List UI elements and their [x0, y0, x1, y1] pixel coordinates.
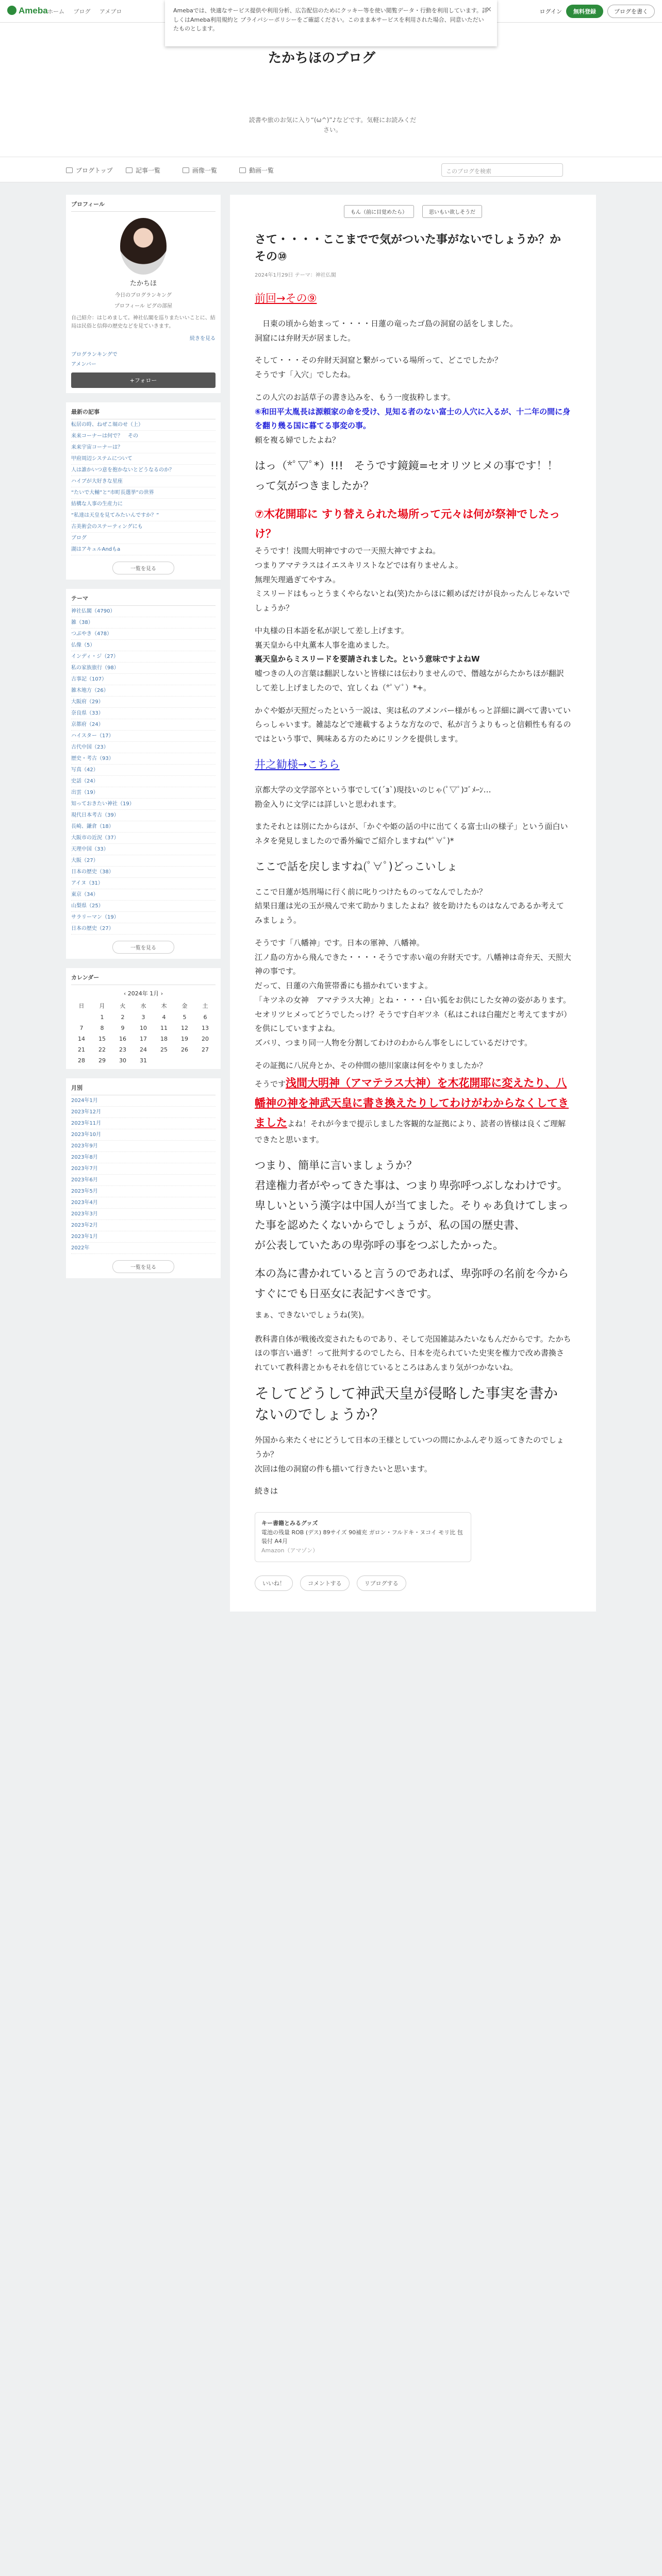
calendar-day[interactable]: 12: [181, 1025, 188, 1031]
theme-link[interactable]: 仏像（5）: [71, 640, 216, 651]
calendar-day[interactable]: 30: [119, 1057, 126, 1064]
recent-post-link[interactable]: 来来コーナーは何で？ その: [71, 431, 216, 442]
theme-link[interactable]: 雑（38）: [71, 617, 216, 629]
account-actions: [540, 5, 655, 18]
para-10: ここで話を戻しますね(ﾟ∀ﾟ)どっこいしょ: [255, 860, 458, 873]
calendar-day[interactable]: 14: [78, 1036, 85, 1042]
para-2: そして・・・その弁財天洞窟と繋がっている場所って、どこでしたか？: [255, 355, 502, 365]
blog-title[interactable]: たかちほのブログ: [268, 50, 376, 65]
article: [230, 195, 596, 1612]
theme-link[interactable]: 知っておきたい神社（19）: [71, 799, 216, 810]
calendar-weekday: 土: [202, 1003, 208, 1009]
recent-heading: 最新の記事: [71, 402, 216, 419]
top-nav-blog[interactable]: ブログ: [73, 8, 91, 15]
card-item: 電池の残量 ROB (デス) 89サイズ 90補充 ガロン・フルドキ・ヌコイ モリ比 包装付 A4月: [261, 1529, 463, 1545]
para-12b: 江ノ島の方から飛んできた・・・・そうです赤い竜の弁財天です。八幡神は奇弁天、天照大神の事です。: [255, 952, 571, 976]
calendar-heading: カレンダー: [71, 968, 216, 985]
calendar-day[interactable]: 31: [140, 1057, 147, 1064]
theme-link[interactable]: 奈良県（33）: [71, 708, 216, 719]
archive-link[interactable]: 2023年4月: [71, 1197, 216, 1209]
archive-link[interactable]: 2023年3月: [71, 1209, 216, 1220]
content-wrap: [66, 195, 596, 2576]
calendar-weekday: 金: [181, 1003, 188, 1009]
para-5b: そうです！浅間大明神ですので一天照大神ですよね。: [255, 546, 441, 556]
calendar-day: [174, 1057, 195, 1064]
para-6c: 裏天皇からミスリードを要請されました。という意味ですよねW: [255, 654, 480, 664]
recent-post-link[interactable]: 結構な人事の生産力に: [71, 499, 216, 510]
tag-button-1[interactable]: 思いもい欲しそうだ: [422, 205, 482, 218]
ranking-link[interactable]: ブログランキングで: [71, 352, 118, 358]
themes-list: [71, 606, 216, 935]
themes-more-button[interactable]: 一覧を見る: [112, 941, 174, 954]
archive-more-button[interactable]: 一覧を見る: [112, 1260, 174, 1273]
video-icon: [239, 167, 246, 173]
para-6b: 裏天皇から中丸薫本人事を進めました。: [255, 640, 394, 650]
calendar-day[interactable]: 10: [140, 1025, 147, 1031]
calendar-month: ‹ 2024年 1月 ›: [123, 990, 163, 997]
post-title[interactable]: さて・・・・ここまでで気がついた事がないでしょうか？かその⑩: [255, 233, 561, 263]
archive-link[interactable]: 2023年5月: [71, 1186, 216, 1197]
theme-link[interactable]: 古事記（107）: [71, 674, 216, 685]
archive-link[interactable]: 2023年12月: [71, 1107, 216, 1118]
top-tags: [255, 205, 571, 218]
para-18: 外国から来たくせにどうして日本の王様としていつの間にかふんぞり返ってきたのでしょうか？: [255, 1435, 565, 1459]
prev-post-link[interactable]: 前回→その⑨: [255, 292, 317, 304]
recent-post-link[interactable]: ブログ: [71, 533, 216, 544]
recent-post-link[interactable]: “私達は天皇を見てみたいんですか？”: [71, 510, 216, 521]
theme-link[interactable]: 天理中国（33）: [71, 844, 216, 855]
follow-button[interactable]: +フォロー: [71, 372, 216, 388]
card-price: Amazon（アマゾン）: [261, 1547, 319, 1554]
top-nav-ameblo[interactable]: アメブロ: [100, 8, 122, 15]
next-month-icon[interactable]: ›: [159, 990, 163, 997]
ameba-mark-icon: [7, 6, 16, 15]
post-meta: 2024年1月29日 テーマ：神社仏閣: [255, 273, 336, 278]
theme-link[interactable]: インディ・ジ（27）: [71, 651, 216, 663]
archive-link[interactable]: 2022年: [71, 1243, 216, 1254]
archive-link[interactable]: 2024年1月: [71, 1095, 216, 1107]
para-12f: ズバリ、つまり同一人物を分割してわけのわからん事をしにしているだけです。: [255, 1038, 533, 1048]
calendar-day[interactable]: 19: [181, 1036, 188, 1042]
para-9: またそれとは別にたからほが、「かぐや姫の話の中に出てくる富士山の様子」という面白いネタを発見しましたので番外編でご紹介しますね(*ﾟ∀ﾟ)*: [255, 822, 568, 846]
recent-post-link[interactable]: 来来宇宙コーナーは？: [71, 442, 216, 453]
calendar-day: [195, 1057, 216, 1064]
para-15b: まぁ、できないでしょうね(笑)。: [255, 1310, 369, 1319]
archive-link[interactable]: 2023年9月: [71, 1141, 216, 1152]
calendar-day[interactable]: 22: [98, 1046, 106, 1053]
reblog-button[interactable]: リブログする: [357, 1575, 406, 1591]
calendar-weekday: 火: [120, 1003, 126, 1009]
para-13c: 浅間大明神（アマテラス大神）を木花開耶に変えたり、八幡神の神を神武天皇に書き換えたりしてわけがわからなくしてきました: [255, 1076, 569, 1129]
para-14c: が公表していたあの卑弥呼の事をつぶしたかった。: [255, 1239, 504, 1252]
para-5d: 無理矢理過ぎてやすみ。: [255, 574, 340, 584]
para-6d: 嘘つきの人の言葉は翻訳しないと皆様には伝わりませんので、僭越ながらたかちほが翻訳して差し上げましたので、宜しくね（*ﾟ∀ﾟ）*+。: [255, 669, 564, 692]
theme-link[interactable]: 京都府（24）: [71, 719, 216, 731]
calendar-day[interactable]: 1: [100, 1014, 104, 1021]
calendar-day[interactable]: 5: [183, 1014, 187, 1021]
para-19: 続きは: [255, 1486, 278, 1496]
calendar-day[interactable]: 29: [98, 1057, 106, 1064]
cookie-notice: [165, 0, 497, 46]
para-5: ⑦木花開耶に すり替えられた場所って元々は何が祭神でしたっけ？: [255, 507, 560, 540]
archive-link[interactable]: 2023年6月: [71, 1175, 216, 1186]
para-5e: ミスリードはもっとうまくやらないとね(笑)たからほに頼めばだけが良かったんじゃないでしょうか？: [255, 589, 570, 613]
archive-heading: 月別: [71, 1078, 216, 1095]
calendar-weekday: 水: [140, 1003, 146, 1009]
signup-button[interactable]: 無料登録: [566, 5, 603, 18]
theme-link[interactable]: 私の家族旅行（98）: [71, 663, 216, 674]
calendar-panel: [66, 968, 221, 1069]
calendar-day[interactable]: 17: [140, 1036, 147, 1042]
nav-video-list[interactable]: 動画一覧: [239, 166, 274, 175]
post-body: [255, 289, 571, 1499]
calendar-day[interactable]: 15: [98, 1036, 106, 1042]
calendar-day[interactable]: 27: [202, 1046, 209, 1053]
para-4: はっ（*ﾟ▽ﾟ*）!!! そうです鏡鏡=セオリツヒメの事です！！ って気がつきましたか？: [255, 459, 569, 492]
theme-link[interactable]: 神社仏閣（4790）: [71, 606, 216, 617]
calendar-day[interactable]: 26: [181, 1046, 188, 1053]
comment-button[interactable]: コメントする: [300, 1575, 350, 1591]
profile-more-link[interactable]: 続きを見る: [190, 336, 216, 342]
calendar-day[interactable]: 2: [121, 1014, 125, 1021]
para-12: そうです「八幡神」です。日本の軍神、八幡神。: [255, 938, 424, 947]
profile-bio: 自己紹介：はじめまして。神社仏閣を巡りまたいいことに、結局は民俗と信仰の歴史などを見ていきます。: [71, 315, 216, 329]
theme-link[interactable]: アイヌ（31）: [71, 878, 216, 889]
para-3b: ⑥和田平太胤長は源頼家の命を受け、見知る者のない富士の人穴に入るが、十二年の間に身を翻り幾る国に暮てる事変の事。: [255, 406, 571, 431]
calendar-day[interactable]: 13: [202, 1025, 209, 1031]
recent-post-link[interactable]: 転居の時、ねぜこ堀のせ（上）: [71, 419, 216, 431]
blog-search-input[interactable]: このブログを検索: [441, 163, 563, 177]
calendar-weekday: 月: [99, 1003, 105, 1009]
calendar-day: [154, 1057, 174, 1064]
amember-link[interactable]: アメンバー: [71, 362, 96, 367]
top-nav-home[interactable]: ホーム: [47, 8, 64, 15]
para-12c: だって、日蓮の六角笹帯番にも描かれていますよ。: [255, 981, 433, 991]
theme-link[interactable]: 出雲（19）: [71, 787, 216, 799]
para-14b: 君達権力者がやってきた事は、つまり卑弥呼つぶしなわけです。卑しいという漢字は中国人が当てました。そりゃあ負けてしまった事を認めたくないからでしょうが、私の国の歴史書、: [255, 1179, 569, 1232]
para-1b: 洞窟には弁財天が居ました。: [255, 333, 356, 343]
write-blog-button[interactable]: ブログを書く: [607, 5, 655, 18]
top-nav: [47, 7, 129, 15]
cookie-notice-text: Amebaでは、快適なサービス提供や利用分析、広告配信のためにクッキー等を使い閲覧データ・行動を利用しています。詳しくはAmeba利用規約と プライバシーポリシーをご確認ください。このまま本サービスを利用された場合、同意いただいたものとします。: [173, 7, 488, 32]
para-13: その証拠に八尻舟とか、その仲間の徳川家康は何をやりましたか？: [255, 1060, 487, 1070]
para-11: ここで日蓮が処刑場に行く前に叱りつけたものってなんでしたか？: [255, 887, 487, 896]
calendar-day[interactable]: 7: [79, 1025, 84, 1031]
nav-blog-top[interactable]: ブログトップ: [66, 166, 113, 175]
calendar-grid: [71, 1002, 216, 1064]
theme-link[interactable]: 大阪（27）: [71, 855, 216, 867]
para-3: この人穴のお話草子の書き込みを、もう一度抜粋します。: [255, 392, 455, 402]
archive-link[interactable]: 2023年8月: [71, 1152, 216, 1163]
recent-more-button[interactable]: 一覧を見る: [112, 562, 174, 574]
calendar-day[interactable]: 18: [160, 1036, 168, 1042]
para-14: つまり、簡単に言いましょうか？: [255, 1159, 417, 1172]
profile-badge: 今日のブログランキング: [115, 293, 172, 298]
theme-link[interactable]: つぶやき（478）: [71, 629, 216, 640]
theme-link[interactable]: サラリーマン（19）: [71, 912, 216, 923]
archive-panel: [66, 1078, 221, 1278]
prev-month-icon[interactable]: ‹: [123, 990, 128, 997]
avatar[interactable]: [120, 218, 167, 275]
recent-post-link[interactable]: 甲府周辺システムについて: [71, 453, 216, 465]
para-3c: 頼を複る婦でしたよね？: [255, 435, 340, 445]
archive-link[interactable]: 2023年1月: [71, 1231, 216, 1243]
calendar-day[interactable]: 21: [78, 1046, 85, 1053]
theme-link[interactable]: 大阪市の近況（37）: [71, 833, 216, 844]
calendar-day[interactable]: 28: [78, 1057, 85, 1064]
para-12d: 「キツネの女神 アマテラス大神」とね・・・・白い狐をお供にした女神の姿があります。: [255, 995, 571, 1005]
tag-button-0[interactable]: もん（前に目覚めたら）: [344, 205, 414, 218]
para-18b: 次回は他の洞窟の件も描いて行きたいと思います。: [255, 1464, 432, 1473]
profile-heading: プロフィール: [71, 195, 216, 212]
theme-link[interactable]: 雑木地方（26）: [71, 685, 216, 697]
theme-link[interactable]: 写真（42）: [71, 765, 216, 776]
para-13d: よね！それが今まで提示しました客観的な証拠により、読者の皆様は良くご理解できたと思います。: [255, 1119, 566, 1145]
list-icon: [126, 167, 133, 173]
calendar-day[interactable]: 6: [203, 1014, 207, 1021]
para-8: 京都大学の文学部卒という事でして(´з`)現技いのじゃ(ﾟ▽ﾟ)ｺﾞﾒｰﾝ…: [255, 785, 491, 794]
para-8b: 勘金入りに文学には詳しいと思われます。: [255, 799, 401, 809]
theme-link[interactable]: 長崎、鎌倉（18）: [71, 821, 216, 833]
calendar-day[interactable]: 9: [121, 1025, 125, 1031]
para-15: 本の為に書かれていると言うのであれば、卑弥呼の名前を今からすぐにでも日巫女に表記すべきです。: [255, 1267, 569, 1300]
para-12e: セオリツヒメってどうでしたっけ？そうです白ギツネ（私はこれは白龍だと考えてますが）を供にしていますよね。: [255, 1009, 568, 1033]
archive-link[interactable]: 2023年7月: [71, 1163, 216, 1175]
home-icon: [66, 167, 73, 173]
calendar-weekday: 木: [161, 1003, 167, 1009]
theme-link[interactable]: 日本の歴史（27）: [71, 923, 216, 935]
recent-post-link[interactable]: 古美術会のステーティングにも: [71, 521, 216, 533]
para-6: 中丸様の日本語を私が訳して差し上げます。: [255, 625, 409, 635]
para-17: そしてどうして神武天皇が侵略した事実を書かないのでしょうか？: [255, 1384, 558, 1423]
calendar-day[interactable]: 16: [119, 1036, 126, 1042]
themes-panel: [66, 589, 221, 959]
calendar-day: [71, 1014, 92, 1021]
para-16: 教科書自体が戦後改変されたものであり、そして売国雑誌みたいなもんだからです。たかちほの事言い過ぎ！って批判するのでしたら、日本を売られていた史実を権力で改め書換されていて教科書とかもそれを信じているところはあんまり気がつかないね。: [255, 1334, 571, 1372]
calendar-day[interactable]: 25: [160, 1046, 168, 1053]
card-title: キー書籍とみるグッズ: [261, 1520, 318, 1527]
para-13b: そうです: [255, 1079, 286, 1089]
ameba-logo[interactable]: Ameba: [7, 6, 48, 16]
product-card[interactable]: [255, 1512, 471, 1562]
theme-link[interactable]: 歴史・考古（93）: [71, 753, 216, 765]
para-7: かぐや姫が天照だったという一説は、実は私のアメンバー様がもっと詳細に調べて書いていらっしゃいます。雑誌などで連載するような方なので、私が言うよりもっと信頼性も有るのではという事で、興味ある方のためにリンクを提供します。: [255, 705, 571, 744]
calendar-day[interactable]: 24: [140, 1046, 147, 1053]
recent-post-link[interactable]: 人は誰かいつ意を抱かないとどうなるのか？: [71, 465, 216, 476]
theme-link[interactable]: 東京（34）: [71, 889, 216, 901]
calendar-day[interactable]: 8: [100, 1025, 104, 1031]
calendar-day[interactable]: 23: [119, 1046, 126, 1053]
theme-link[interactable]: 日本の歴史（38）: [71, 867, 216, 878]
calendar-weekday: 日: [78, 1003, 85, 1009]
calendar-day[interactable]: 3: [141, 1014, 145, 1021]
theme-link[interactable]: 大阪府（29）: [71, 697, 216, 708]
theme-link[interactable]: 山梨県（25）: [71, 901, 216, 912]
profile-links[interactable]: プロフィール ピグの部屋: [114, 303, 173, 309]
para-5c: つまりアマテラスはイエスキリストなどでは有りませんよ。: [255, 560, 463, 570]
theme-link[interactable]: 古代中国（23）: [71, 742, 216, 753]
sidebar: [66, 195, 221, 1287]
para-1: 日東の頃から始まって・・・・日蓮の竜ったゴ島の洞窟の話をしました。: [255, 318, 518, 328]
archive-link[interactable]: 2023年11月: [71, 1118, 216, 1129]
theme-link[interactable]: ハイスター（17）: [71, 731, 216, 742]
archive-link[interactable]: 2023年10月: [71, 1129, 216, 1141]
profile-panel: [66, 195, 221, 393]
para-11b: 結果日蓮は光の玉が飛んで来て助かりましたよね？彼を助けたものはなんであるか考えてみましょう。: [255, 901, 565, 925]
recent-posts-panel: [66, 402, 221, 580]
calendar-day[interactable]: 11: [160, 1025, 168, 1031]
close-icon[interactable]: ✕: [486, 6, 492, 14]
profile-name[interactable]: たかちほ: [129, 280, 157, 287]
image-icon: [183, 167, 189, 173]
global-nav: [0, 157, 662, 182]
para-2b: そうです「入穴」でしたね。: [255, 370, 356, 380]
themes-heading: テーマ: [71, 589, 216, 606]
recent-post-link[interactable]: “たいで大輔”と“市町長選挙”の世界: [71, 487, 216, 499]
blog-description: 読書や旅のお気に入り“(ω^)”♪などです。気軽にお読みください。: [249, 116, 417, 134]
recent-list: [71, 419, 216, 555]
nav-article-list[interactable]: 記事一覧: [126, 166, 160, 175]
reactions: [255, 1575, 571, 1591]
calendar-day[interactable]: 4: [162, 1014, 166, 1021]
theme-link[interactable]: 現代日本考古（39）: [71, 810, 216, 821]
friend-link[interactable]: 井之勧様→こちら: [255, 758, 340, 771]
nav-image-list[interactable]: 画像一覧: [183, 166, 217, 175]
recent-post-link[interactable]: ハイブが大好きな星座: [71, 476, 216, 487]
recent-post-link[interactable]: 湖はアキュルAndもa: [71, 544, 216, 555]
calendar-day[interactable]: 20: [202, 1036, 209, 1042]
archive-list: [71, 1095, 216, 1254]
login-link[interactable]: ログイン: [539, 8, 562, 15]
archive-link[interactable]: 2023年2月: [71, 1220, 216, 1231]
like-button[interactable]: いいね！: [255, 1575, 293, 1591]
theme-link[interactable]: 史話（24）: [71, 776, 216, 787]
